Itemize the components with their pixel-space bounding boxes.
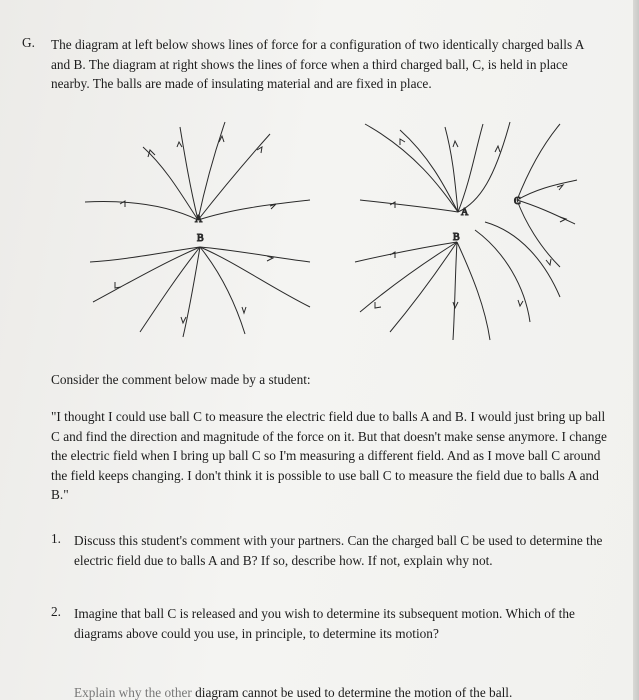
cut-off-faded-text: Explain why the other — [74, 685, 192, 700]
field-line — [360, 200, 458, 212]
arrowhead — [518, 300, 523, 306]
field-line — [198, 200, 310, 220]
question-label: G. — [22, 35, 35, 50]
field-line — [365, 124, 458, 212]
cut-off-line — [74, 683, 614, 700]
arrowhead — [546, 259, 551, 265]
field-line — [200, 247, 245, 334]
arrowhead — [495, 146, 500, 152]
ball-a-label: A — [461, 207, 469, 218]
cut-off-visible-text: diagram cannot be used to determine the motion of the ball. — [191, 685, 513, 700]
field-line — [458, 122, 510, 212]
field-line — [183, 247, 200, 337]
field-line — [453, 242, 457, 340]
field-line — [458, 124, 483, 212]
arrowhead — [453, 302, 458, 308]
page-edge-shadow — [633, 0, 639, 700]
field-line — [517, 180, 577, 200]
field-line — [200, 247, 310, 307]
arrowhead — [453, 141, 458, 147]
arrowhead — [560, 217, 566, 222]
field-line — [198, 134, 270, 220]
student-quote: "I thought I could use ball C to measure the electric field due to balls A and B. I would just bring up ball C and find the direction and magnitude of the force on it. But that doesn't make sense anymore. I change the electric field when I bring up ball C so I'm measuring a different field. And as I move ball C around the field keeps changing. I don't think it is possible to use ball C to measure the field due to balls A and B." — [51, 409, 607, 503]
left-field-diagram — [85, 112, 325, 347]
item-1-number: 1. — [51, 531, 61, 546]
field-line — [457, 242, 490, 340]
ball-c-label: C — [514, 196, 521, 207]
item-1-text: Discuss this student's comment with your partners. Can the charged ball C be used to determine the electric field due to balls A and B? If so, describe how. If not, explain why not. — [74, 533, 603, 568]
arrowhead — [242, 307, 246, 313]
field-line — [517, 200, 560, 267]
field-line — [517, 124, 560, 200]
field-line — [85, 202, 198, 220]
field-line — [390, 242, 457, 332]
question-text: The diagram at left below shows lines of force for a configuration of two identically charged balls A and B. The diagram at right shows the lines of force when a third charged ball, C, is held in place nearby. The balls are made of insulating material and are fixed in place. — [51, 37, 584, 92]
arrowhead — [557, 185, 563, 190]
field-line — [198, 122, 225, 220]
item-2-text: Imagine that ball C is released and you wish to determine its subsequent motion. Which of the diagrams above could you use, in principle, to determine its motion? — [74, 606, 575, 641]
arrowhead — [115, 282, 121, 288]
arrowhead — [400, 139, 405, 145]
ball-b-label: B — [197, 233, 204, 244]
ball-a-label: A — [195, 214, 203, 225]
item-2-number: 2. — [51, 604, 61, 619]
arrowhead — [181, 317, 186, 323]
arrowhead — [375, 302, 381, 308]
field-line — [140, 247, 200, 332]
right-field-diagram — [345, 112, 585, 347]
comment-intro: Consider the comment below made by a student: — [51, 372, 311, 387]
arrowhead — [390, 252, 395, 258]
ball-b-label: B — [453, 232, 460, 243]
arrowhead — [177, 142, 182, 147]
arrowhead — [390, 202, 395, 208]
field-line — [485, 222, 560, 297]
field-line — [360, 242, 457, 312]
